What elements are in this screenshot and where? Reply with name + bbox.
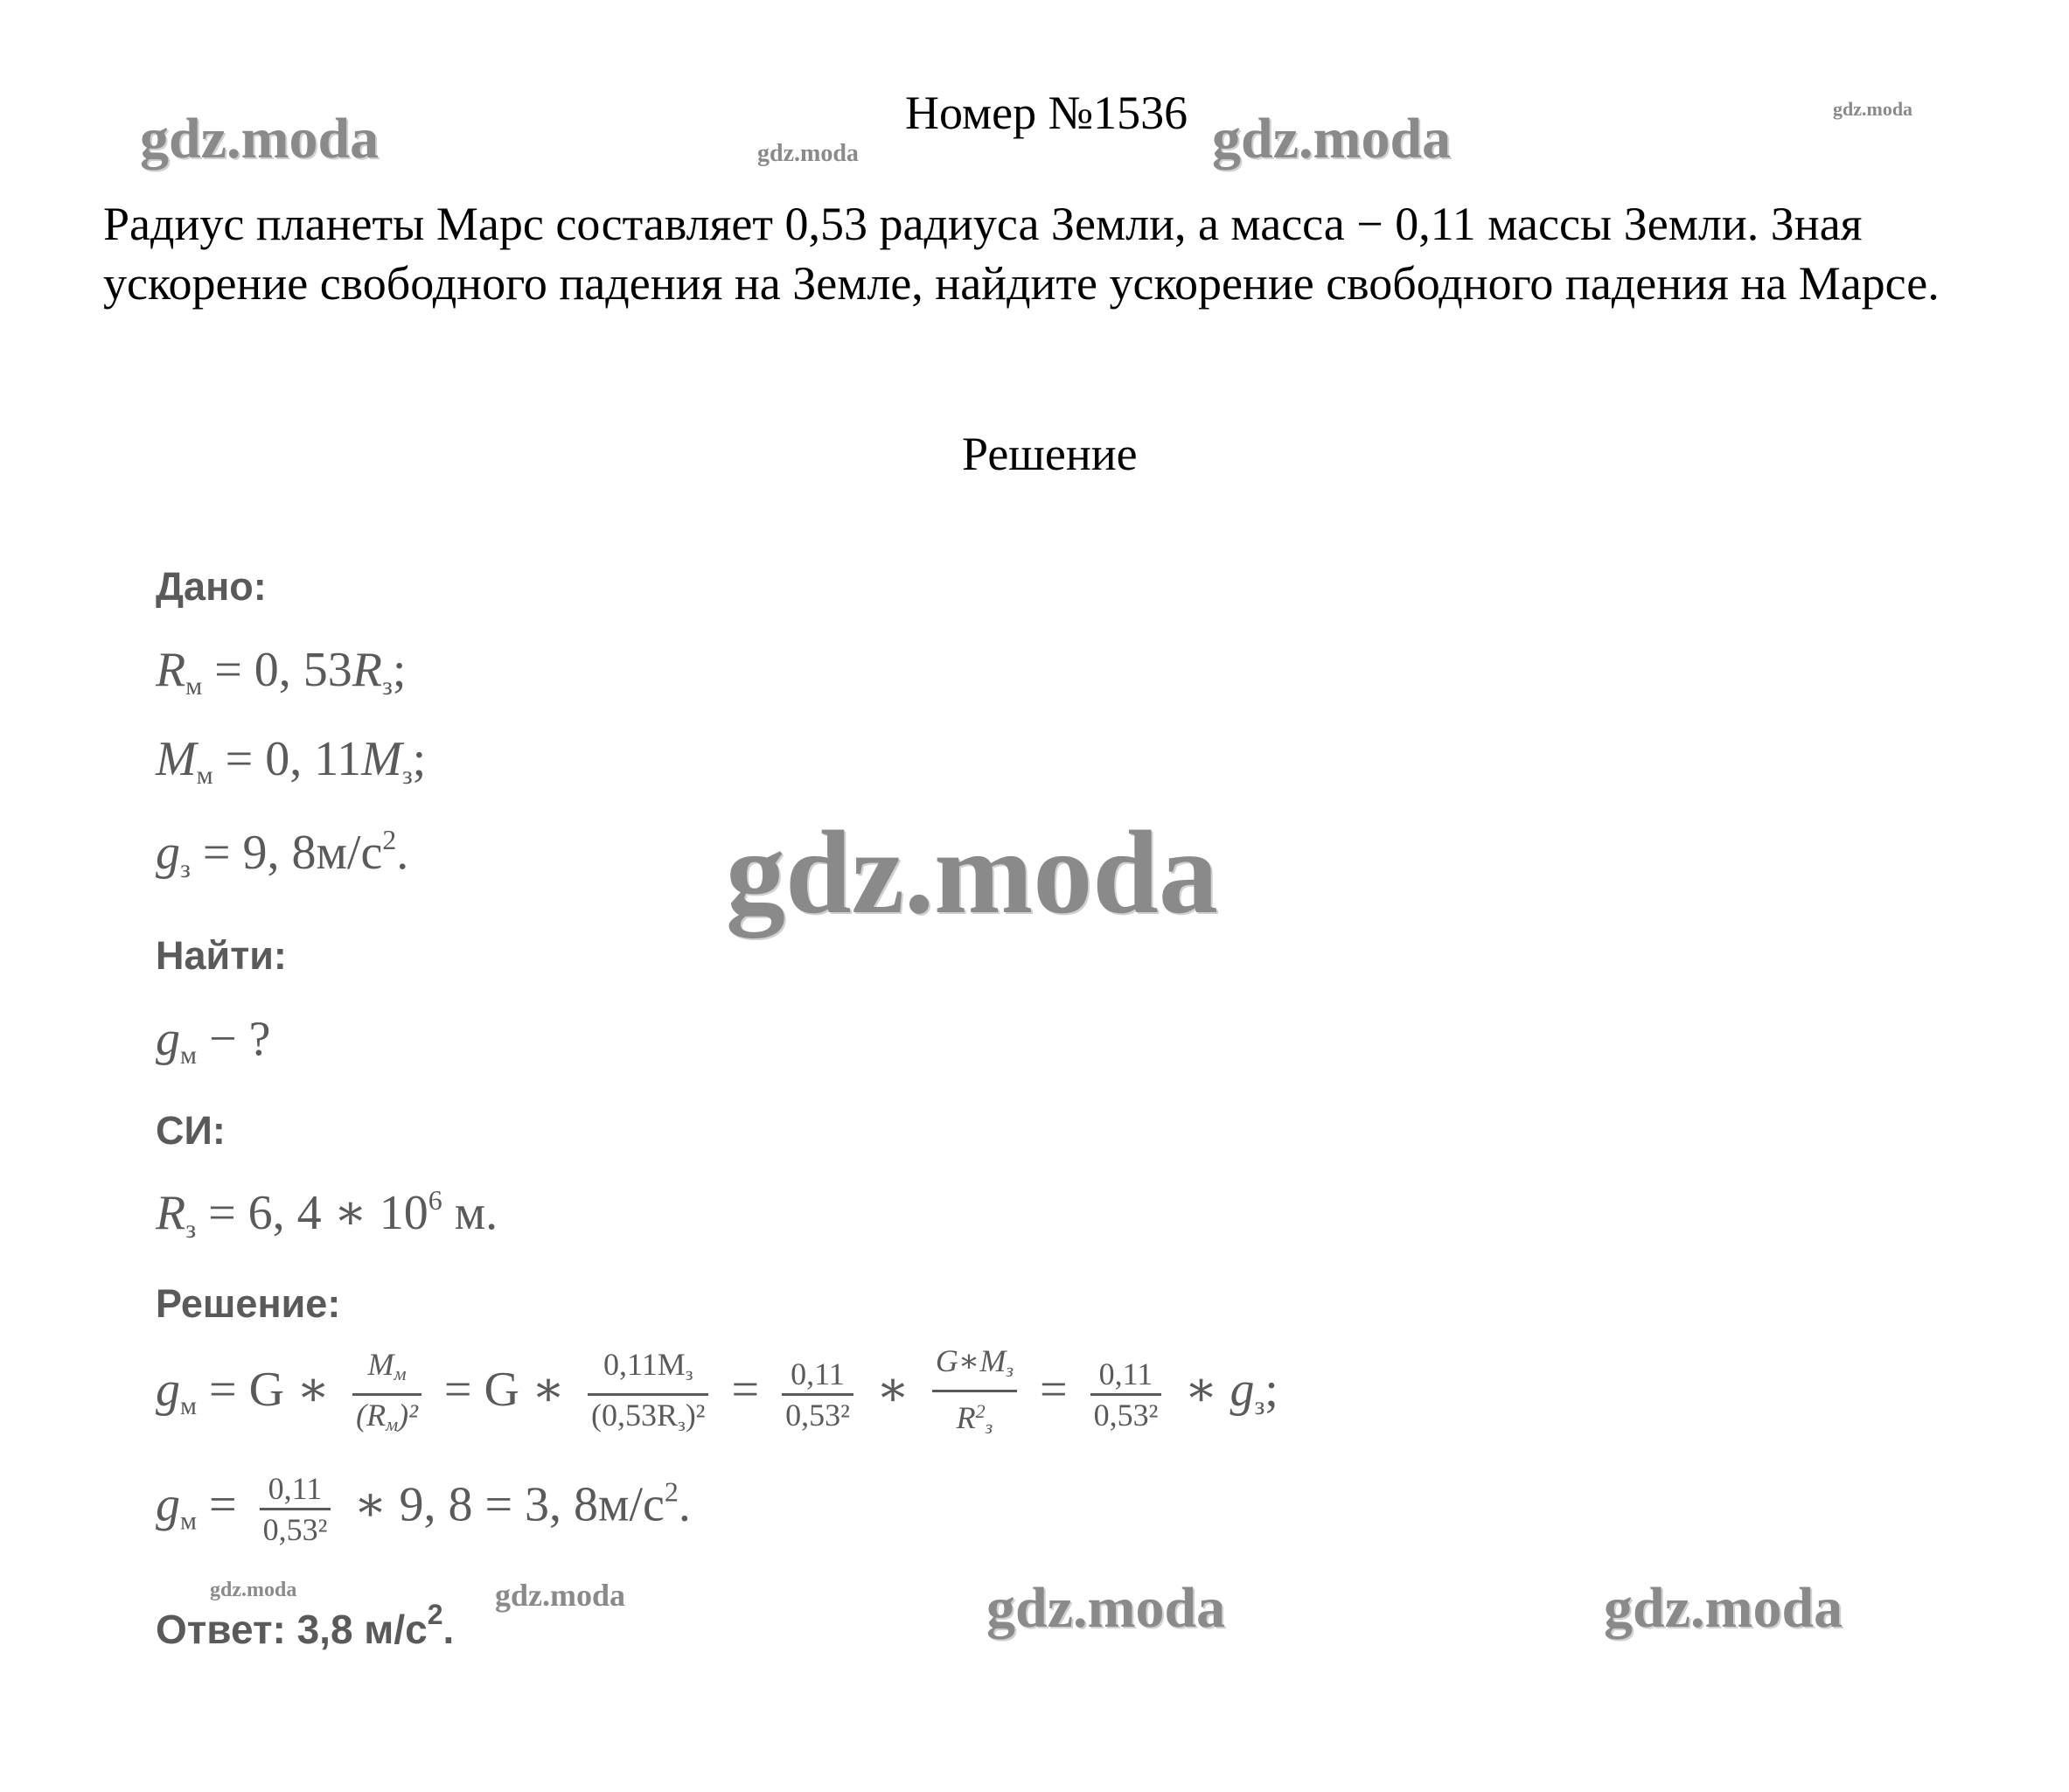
find-formula: $g_м$ − ?	[156, 1012, 271, 1070]
given-gravity-formula: $g_з = 9$, $8м/с^2$.	[156, 824, 409, 883]
given-label: Дано:	[156, 564, 267, 609]
fraction-1: $\frac{M_м}{(R_м)^2}$	[352, 1345, 421, 1444]
si-label: СИ:	[156, 1108, 226, 1153]
si-formula: $R_з = 6$, 4 ∗ $10^6$ м.	[156, 1184, 498, 1244]
watermark-logo: gdz.moda	[757, 140, 859, 167]
fraction-4: $\frac{G∗M_з}{R^2_з}$	[932, 1342, 1017, 1447]
solution-heading: Решение	[962, 428, 1138, 480]
watermark-logo: gdz.moda	[495, 1578, 626, 1613]
problem-text: Радиус планеты Марс составляет 0,53 радиуса Земли, а масса − 0,11 массы Земли. Зная ускорение свободного падения на Земле, найдите ускорение свободного падения на Марсе.	[103, 198, 1940, 310]
watermark-logo: gdz.moda	[1833, 98, 1913, 120]
watermark-logo: gdz.moda	[210, 1579, 297, 1601]
page-title: Номер №1536	[905, 87, 1188, 139]
calc-formula-1: $g_м = G$ ∗ $\frac{M_м}{(R_м)^2}$ = G ∗ $\frac{0,11M_з}{(0,53R_з)^2}$ = $\frac{0,11}{\text{0,53²}}$ ∗ $\frac{G∗M_з}{R^2_з}$ = $\frac{0,11}{\text{0,53²}}$ ∗ $g_з$;	[156, 1342, 1278, 1447]
fraction-2: $\frac{0,11M_з}{(0,53R_з)^2}$	[588, 1345, 708, 1444]
calc-formula-2: $g_м$ = $\frac{0,11}{\text{0,53²}}$ ∗ 9, 8 = 3, $8м/с^2$.	[156, 1471, 691, 1547]
watermark-logo: gdz.moda	[986, 1576, 1226, 1640]
watermark-logo: gdz.moda	[140, 107, 380, 171]
watermark-logo: gdz.moda	[1212, 107, 1452, 171]
fraction-5: $\frac{0,11}{\text{0,53²}}$	[1090, 1355, 1162, 1434]
given-mass-formula: $M_м = 0$, $11M_з$;	[156, 732, 427, 790]
watermark-logo: gdz.moda	[726, 807, 1218, 938]
fraction-3: $\frac{0,11}{\text{0,53²}}$	[782, 1355, 853, 1434]
answer-text: Ответ: 3,8 $м/с^2$.	[156, 1599, 455, 1652]
watermark-logo: gdz.moda	[1604, 1576, 1843, 1640]
find-label: Найти:	[156, 933, 287, 978]
given-radius-formula: $R_м = 0$, $53R_з$;	[156, 643, 407, 701]
calc-label: Решение:	[156, 1281, 341, 1326]
fraction-6: $\frac{0,11}{\text{0,53²}}$	[260, 1469, 331, 1549]
